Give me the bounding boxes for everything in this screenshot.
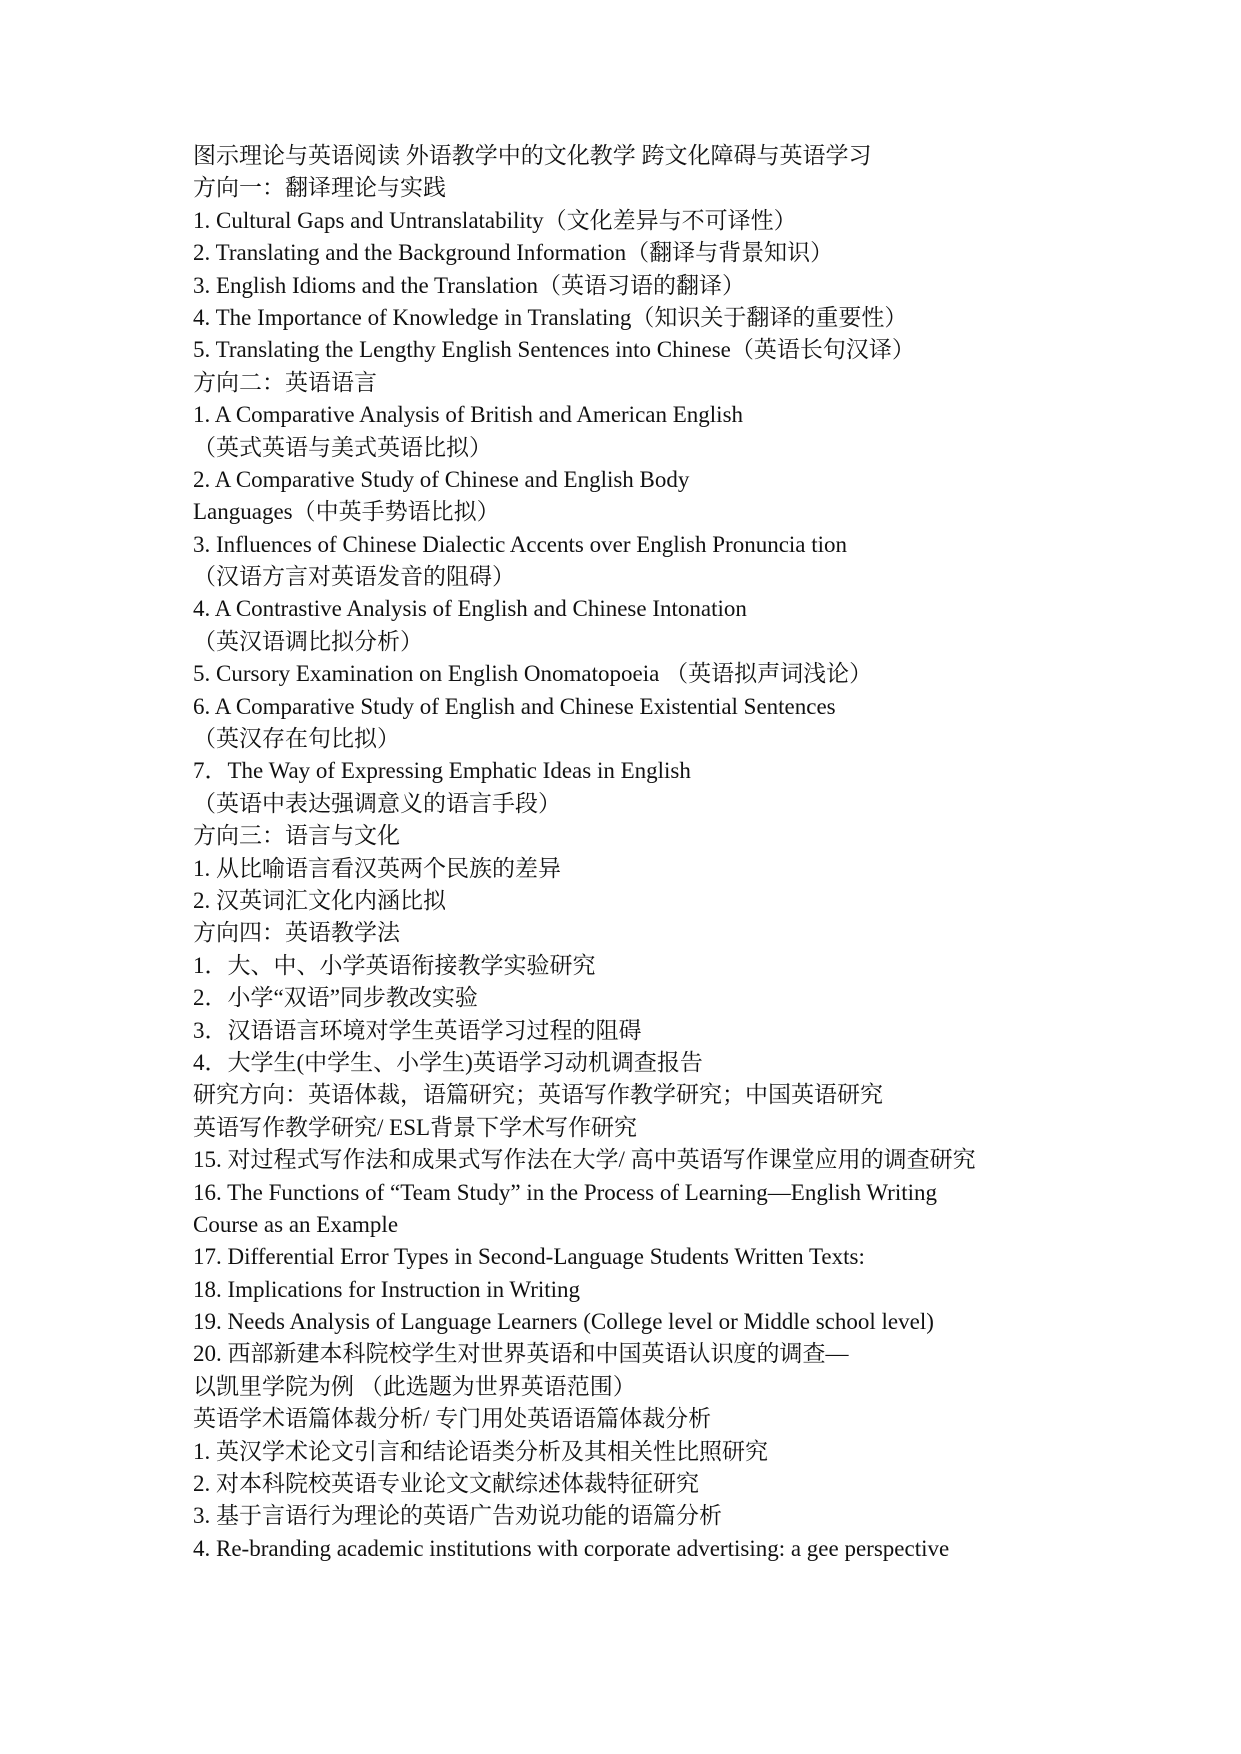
text-line: （汉语方言对英语发音的阻碍）	[193, 564, 515, 590]
text-line: 16. The Functions of “Team Study” in the Process of Learning—English Writing	[193, 1179, 937, 1205]
text-line: 2. A Comparative Study of Chinese and English Body	[193, 466, 690, 492]
text-line: 2. Translating and the Background Information（翻译与背景知识）	[193, 240, 834, 266]
text-line: 2. 汉英词汇文化内涵比拟	[193, 887, 446, 913]
text-line: 2．小学“双语”同步教改实验	[193, 985, 478, 1011]
text-line: 19. Needs Analysis of Language Learners (College level or Middle school level)	[193, 1309, 934, 1335]
text-line: 3. English Idioms and the Translation（英语习语的翻译）	[193, 272, 745, 298]
text-line: 方向一：翻译理论与实践	[193, 175, 446, 201]
text-line: 3．汉语语言环境对学生英语学习过程的阻碍	[193, 1017, 642, 1043]
text-line: 5. Cursory Examination on English Onomatopoeia （英语拟声词浅论）	[193, 661, 873, 687]
text-line: 图示理论与英语阅读 外语教学中的文化教学 跨文化障碍与英语学习	[193, 143, 872, 168]
text-line: 4．大学生(中学生、小学生)英语学习动机调查报告	[193, 1049, 703, 1075]
text-line: 英语学术语篇体裁分析/ 专门用处英语语篇体裁分析	[193, 1406, 712, 1432]
text-line: 1．大、中、小学英语衔接教学实验研究	[193, 952, 596, 978]
text-line: 3. Influences of Chinese Dialectic Accents over English Pronuncia tion	[193, 531, 848, 557]
text-line: 以凯里学院为例 （此选题为世界英语范围）	[193, 1373, 636, 1399]
text-line: 英语写作教学研究/ ESL背景下学术写作研究	[193, 1114, 638, 1140]
text-line: 4. Re-branding academic institutions with corporate advertising: a gee perspective	[193, 1535, 950, 1561]
text-line: Course as an Example	[193, 1211, 399, 1237]
text-line: 4. The Importance of Knowledge in Translating（知识关于翻译的重要性）	[193, 304, 908, 330]
text-line: 17. Differential Error Types in Second-Language Students Written Texts:	[193, 1244, 865, 1270]
text-line: 20. 西部新建本科院校学生对世界英语和中国英语认识度的调查—	[193, 1341, 849, 1367]
text-line: （英汉存在句比拟）	[193, 726, 400, 752]
text-line: 方向三：语言与文化	[193, 823, 400, 849]
text-line: 2. 对本科院校英语专业论文文献综述体裁特征研究	[193, 1471, 699, 1497]
text-line: 方向四：英语教学法	[193, 920, 400, 946]
text-line: （英式英语与美式英语比拟）	[193, 434, 492, 460]
text-line: 方向二：英语语言	[193, 369, 377, 395]
text-line: （英语中表达强调意义的语言手段）	[193, 790, 561, 816]
text-line: 5. Translating the Lengthy English Sentences into Chinese（英语长句汉译）	[193, 337, 915, 363]
text-line: 1. A Comparative Analysis of British and American English	[193, 402, 744, 428]
text-line: （英汉语调比拟分析）	[193, 628, 423, 654]
text-line: 7．The Way of Expressing Emphatic Ideas in English	[193, 758, 691, 784]
text-line: 3. 基于言语行为理论的英语广告劝说功能的语篇分析	[193, 1503, 722, 1529]
text-line: Languages（中英手势语比拟）	[193, 499, 500, 525]
text-line: 1. Cultural Gaps and Untranslatability（文化差异与不可译性）	[193, 207, 797, 233]
text-line: 4. A Contrastive Analysis of English and Chinese Intonation	[193, 596, 747, 622]
text-line: 1. 英汉学术论文引言和结论语类分析及其相关性比照研究	[193, 1438, 768, 1464]
text-line: 1. 从比喻语言看汉英两个民族的差异	[193, 855, 561, 881]
document-body	[193, 140, 1053, 1565]
text-line: 18. Implications for Instruction in Writing	[193, 1276, 581, 1302]
text-line: 6. A Comparative Study of English and Chinese Existential Sentences	[193, 693, 836, 719]
text-line: 研究方向：英语体裁，语篇研究；英语写作教学研究；中国英语研究	[193, 1082, 883, 1108]
text-line: 15. 对过程式写作法和成果式写作法在大学/ 高中英语写作课堂应用的调查研究	[193, 1147, 976, 1173]
